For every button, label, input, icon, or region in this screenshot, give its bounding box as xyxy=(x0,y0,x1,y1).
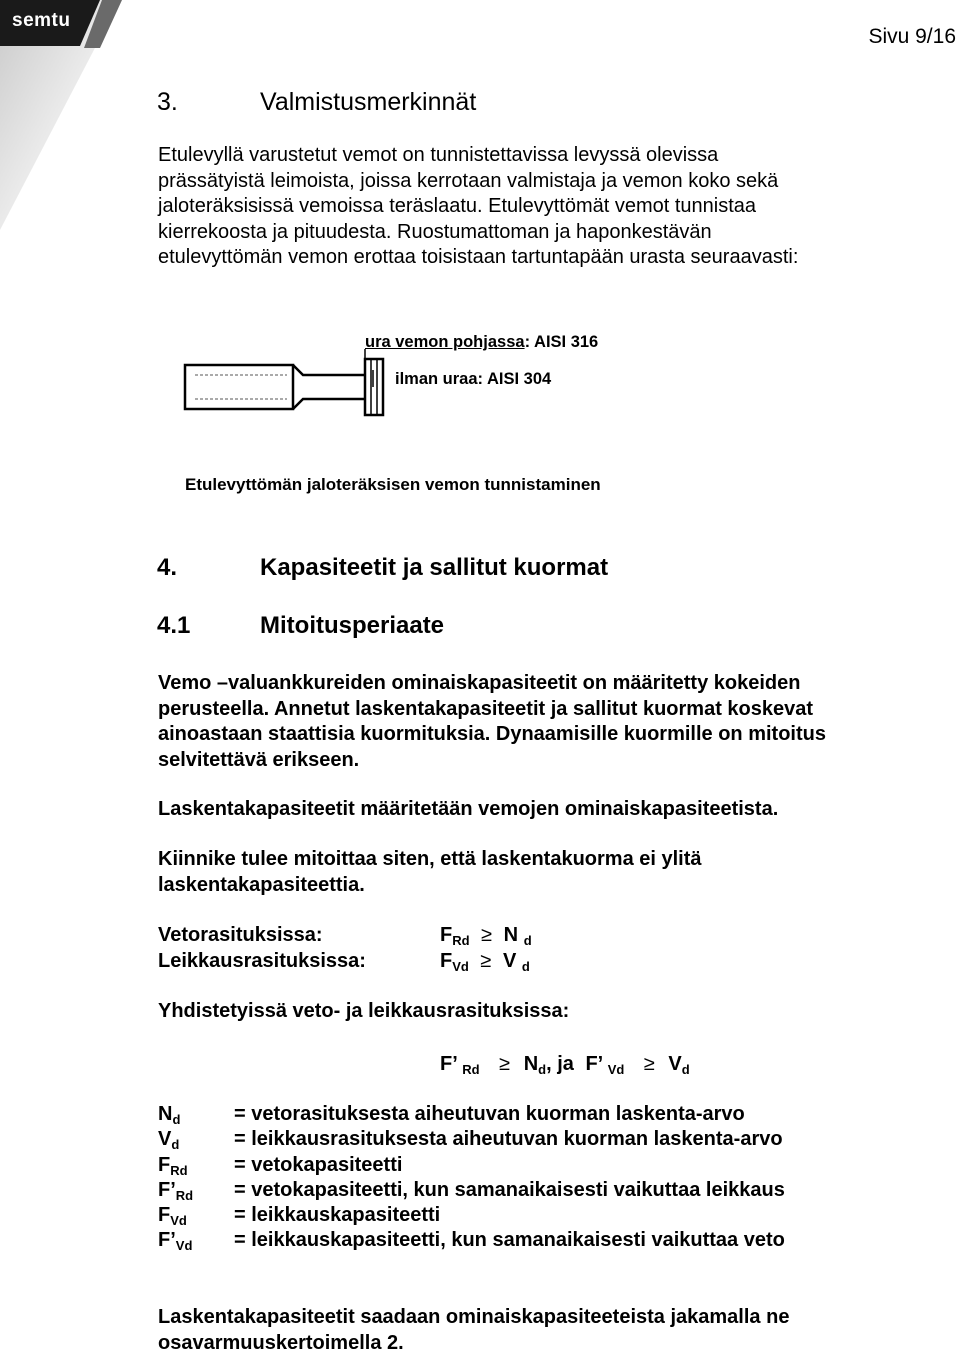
text-line: osavarmuuskertoimella 2. xyxy=(158,1331,918,1356)
definition-symbol: $F’_{Vd}$ xyxy=(158,1229,192,1253)
formula-symbol: N xyxy=(524,1053,538,1075)
text-line: Etulevyllä varustetut vemot on tunnistettavissa levyssä olevissa xyxy=(158,143,918,169)
definition-symbol: $F_{Rd}$ xyxy=(158,1154,188,1178)
shear-formula xyxy=(440,950,530,974)
groove-label: ura vemon pohjassa xyxy=(365,333,525,351)
formula-subscript: d xyxy=(524,933,532,948)
tension-formula xyxy=(440,924,532,948)
section-3-paragraph xyxy=(158,143,918,271)
figure-label-groove xyxy=(365,333,598,352)
logo-text: semtu xyxy=(12,10,70,32)
text-line: prässätyistä leimoista, joissa kerrotaan valmistaja ja vemon koko sekä xyxy=(158,169,918,195)
section-4-1-paragraph-2: Laskentakapasiteetit määritetään vemojen ominaiskapasiteetista. xyxy=(158,797,918,823)
greater-equal-symbol: ≥ xyxy=(499,1053,510,1075)
text-line: Laskentakapasiteetit saadaan ominaiskapasiteeteista jakamalla ne xyxy=(158,1305,918,1331)
text-line: ainoastaan staattisia kuormituksia. Dynaamisille kuormille on mitoitus xyxy=(158,722,918,748)
text-line: Vemo –valuankkureiden ominaiskapasiteetit on määritetty kokeiden xyxy=(158,671,918,697)
formula-subscript: Vd xyxy=(452,959,469,974)
formula-symbol: F’ xyxy=(585,1053,602,1075)
formula-symbol: N xyxy=(504,924,518,946)
greater-equal-symbol: ≥ xyxy=(644,1053,655,1075)
text-line: jaloteräksisissä vemoissa teräslaatu. Etulevyttömät vemot tunnistaa xyxy=(158,194,918,220)
formula-symbol: F xyxy=(440,924,452,946)
section-4-title: Kapasiteetit ja sallitut kuormat xyxy=(260,554,608,582)
shear-label: Leikkausrasituksissa: xyxy=(158,950,366,973)
text-line: etulevyttömän vemon erottaa toisistaan tartuntapään urasta seuraavasti: xyxy=(158,245,918,271)
definition-text: = leikkausrasituksesta aiheutuvan kuorman laskenta-arvo xyxy=(234,1128,783,1151)
definition-text: = leikkauskapasiteetti, kun samanaikaisesti vaikuttaa veto xyxy=(234,1229,785,1252)
formula-subscript: Vd xyxy=(608,1062,625,1077)
greater-equal-symbol: ≥ xyxy=(480,950,491,972)
text-line: perusteella. Annetut laskentakapasiteetit ja sallitut kuormat koskevat xyxy=(158,697,918,723)
section-3-number: 3. xyxy=(157,88,178,117)
section-4-1-paragraph-3 xyxy=(158,847,918,898)
definition-text: = vetorasituksesta aiheutuvan kuorman laskenta-arvo xyxy=(234,1103,745,1126)
formula-symbol: V xyxy=(668,1053,681,1075)
formula-conjunction: , ja xyxy=(546,1053,574,1075)
section-4-number: 4. xyxy=(157,554,177,582)
tension-label: Vetorasituksissa: xyxy=(158,924,323,947)
text-line: laskentakapasiteettia. xyxy=(158,873,918,899)
figure-label-nogroove: ilman uraa: AISI 304 xyxy=(395,370,551,389)
formula-subscript: Rd xyxy=(462,1062,479,1077)
formula-symbol: F’ xyxy=(440,1053,457,1075)
formula-symbol: F xyxy=(440,950,452,972)
text-line: Kiinnike tulee mitoittaa siten, että laskentakuorma ei ylitä xyxy=(158,847,918,873)
text-line: selvitettävä erikseen. xyxy=(158,748,918,774)
formula-symbol: V xyxy=(503,950,516,972)
formula-subscript: d xyxy=(682,1062,690,1077)
page-number: Sivu 9/16 xyxy=(868,25,956,49)
anchor-identification-figure xyxy=(175,325,695,500)
text-line: kierrekoosta ja pituudesta. Ruostumattoman ja haponkestävän xyxy=(158,220,918,246)
definition-text: = vetokapasiteetti, kun samanaikaisesti vaikuttaa leikkaus xyxy=(234,1179,785,1202)
groove-grade-label: : AISI 316 xyxy=(525,333,599,351)
definition-symbol: $V_d$ xyxy=(158,1128,179,1152)
definition-symbol: $N_d$ xyxy=(158,1103,180,1127)
definition-symbol: $F’_{Rd}$ xyxy=(158,1179,193,1203)
definition-symbol: $F_{Vd}$ xyxy=(158,1204,187,1228)
section-3-title: Valmistusmerkinnät xyxy=(260,88,476,117)
figure-caption: Etulevyttömän jaloteräksisen vemon tunnistaminen xyxy=(185,475,601,495)
combined-formula xyxy=(440,1053,690,1077)
formula-subscript: d xyxy=(522,959,530,974)
section-4-1-paragraph-1 xyxy=(158,671,918,773)
formula-subscript: d xyxy=(538,1062,546,1077)
closing-paragraph xyxy=(158,1305,918,1356)
definition-text: = leikkauskapasiteetti xyxy=(234,1204,440,1227)
section-4-1-number: 4.1 xyxy=(157,612,190,640)
greater-equal-symbol: ≥ xyxy=(481,924,492,946)
definition-text: = vetokapasiteetti xyxy=(234,1154,402,1177)
formula-subscript: Rd xyxy=(452,933,469,948)
combined-label: Yhdistetyissä veto- ja leikkausrasituksissa: xyxy=(158,1000,569,1023)
section-4-1-title: Mitoitusperiaate xyxy=(260,612,444,640)
